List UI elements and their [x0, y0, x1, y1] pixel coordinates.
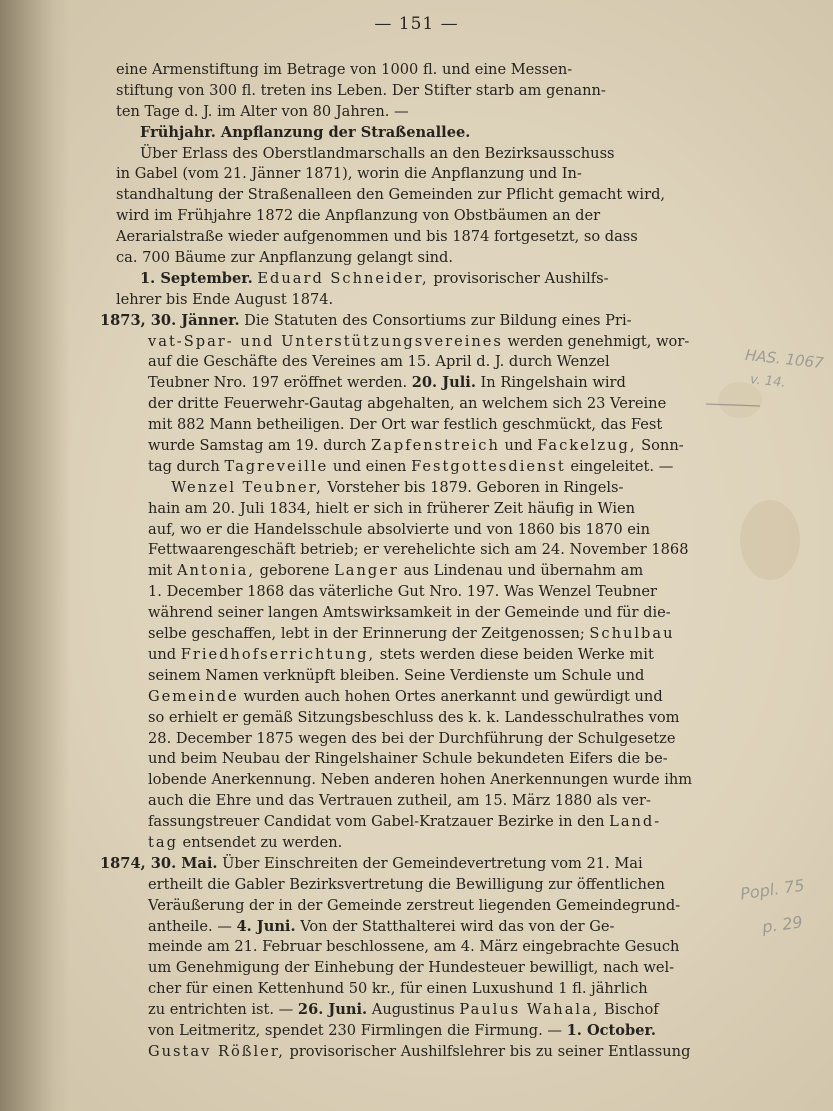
spaced-name: Wenzel Teubner, — [171, 478, 323, 496]
text-line — [100, 123, 740, 144]
text-segment: provisorischer Aushilfslehrer bis zu seiner Entlassung — [284, 1042, 691, 1060]
text-segment: provisorischer Aushilfs- — [428, 269, 609, 287]
text-line — [100, 540, 740, 561]
text-line — [100, 624, 740, 645]
text-line — [100, 102, 740, 123]
text-line — [100, 373, 740, 394]
text-line — [100, 854, 740, 875]
text-segment: so erhielt er gemäß Sitzungsbeschluss des k. k. Landesschulrathes vom — [148, 708, 680, 726]
text-line — [100, 749, 740, 770]
text-line — [100, 937, 740, 958]
text-segment: Über Einschreiten der Gemeindevertretung vom 21. Mai — [217, 854, 643, 872]
text-line — [100, 1000, 740, 1021]
margin-note-a: HAS. 1067 — [744, 345, 825, 373]
text-segment: Teubner Nro. 197 eröffnet werden. — [148, 374, 412, 392]
spaced-name: Friedhofserrichtung, — [180, 645, 376, 663]
text-segment: auf die Geschäfte des Vereines am 15. April d. J. durch Wenzel — [148, 353, 610, 371]
text-line — [100, 896, 740, 917]
text-segment: und einen — [328, 457, 412, 475]
text-line — [100, 645, 740, 666]
text-segment: mit — [148, 562, 178, 580]
spaced-name: vat-Spar- und Unterstützungsvereines — [148, 332, 503, 350]
spaced-name: Schulbau — [589, 625, 675, 643]
spaced-name: Antonia, — [177, 562, 256, 580]
bold-date-heading: 1. September. — [140, 269, 253, 287]
text-segment: ten Tage d. J. im Alter von 80 Jahren. — — [116, 102, 409, 120]
spaced-name: Land- — [609, 813, 662, 831]
text-line — [100, 812, 740, 833]
text-segment: standhaltung der Straßenalleen den Gemeinden zur Pflicht gemacht wird, — [116, 186, 666, 204]
spaced-name: Eduard Schneider, — [257, 269, 429, 287]
text-segment: Fettwaarengeschäft betrieb; er verehelichte sich am 24. November 1868 — [148, 541, 689, 559]
text-segment: wurden auch hohen Ortes anerkannt und gewürdigt und — [238, 687, 663, 705]
text-segment: Vorsteher bis 1879. Geboren in Ringels- — [322, 478, 624, 496]
text-segment: Über Erlass des Oberstlandmarschalls an den Bezirksausschuss — [140, 144, 615, 162]
text-line — [100, 227, 740, 248]
text-segment: tag durch — [148, 457, 225, 475]
bold-date-heading: 1873, 30. Jänner. — [100, 311, 240, 329]
text-segment: ertheilt die Gabler Bezirksvertretung die Bewilligung zur öffentlichen — [148, 875, 665, 893]
text-line — [100, 185, 740, 206]
text-line — [100, 561, 740, 582]
bold-date-heading: 20. Juli. — [411, 374, 476, 392]
text-line — [100, 332, 740, 353]
spaced-name: Fackelzug, — [537, 437, 637, 455]
text-segment: und — [148, 645, 181, 663]
text-segment: antheile. — — [148, 917, 237, 935]
text-segment: aus Lindenau und übernahm am — [398, 562, 644, 580]
text-segment: Aerarialstraße wieder aufgenommen und bis 1874 fortgesetzt, so dass — [116, 228, 638, 246]
text-line — [100, 917, 740, 938]
text-line — [100, 269, 740, 290]
text-line — [100, 958, 740, 979]
text-segment: entsendet zu werden. — [177, 833, 343, 851]
text-segment: selbe geschaffen, lebt in der Erinnerung der Zeitgenossen; — [148, 625, 590, 643]
text-segment: hain am 20. Juli 1834, hielt er sich in früherer Zeit häufig in Wien — [148, 499, 636, 517]
text-segment: und beim Neubau der Ringelshainer Schule bekundeten Eifers die be- — [148, 750, 668, 768]
text-segment: Bischof — [599, 1001, 659, 1019]
spaced-name: Festgottesdienst — [411, 457, 566, 475]
text-segment: und — [499, 437, 538, 455]
text-segment: stets werden diese beiden Werke mit — [375, 645, 654, 663]
text-line — [100, 875, 740, 896]
text-line — [100, 478, 740, 499]
text-line — [100, 791, 740, 812]
text-line — [100, 248, 740, 269]
text-line — [100, 687, 740, 708]
text-line — [100, 290, 740, 311]
text-line — [100, 457, 740, 478]
bold-date-heading: 4. Juni. — [236, 917, 296, 935]
text-segment: in Gabel (vom 21. Jänner 1871), worin die Anpflanzung und In- — [116, 165, 582, 183]
text-segment: ca. 700 Bäume zur Anpflanzung gelangt sind. — [116, 249, 453, 267]
bold-date-heading: Frühjahr. Anpflanzung der Straßenallee. — [140, 123, 471, 141]
text-line — [100, 415, 740, 436]
text-line — [100, 60, 740, 81]
text-segment: um Genehmigung der Einhebung der Hundesteuer bewilligt, nach wel- — [148, 959, 675, 977]
spaced-name: Zapfenstreich — [371, 437, 500, 455]
margin-note-c: Popl. 75 — [738, 875, 806, 904]
text-segment: Sonn- — [636, 437, 684, 455]
text-line — [100, 729, 740, 750]
text-segment: Von der Statthalterei wird das von der Ge- — [295, 917, 615, 935]
text-segment: eine Armenstiftung im Betrage von 1000 fl. und eine Messen- — [116, 61, 573, 78]
text-segment: lehrer bis Ende August 1874. — [116, 290, 334, 308]
text-segment: eingeleitet. — — [565, 457, 674, 475]
text-segment: cher für einen Kettenhund 50 kr., für einen Luxushund 1 fl. jährlich — [148, 980, 648, 998]
text-segment: lobende Anerkennung. Neben anderen hohen Anerkennungen wurde ihm — [148, 771, 693, 789]
spaced-name: Paulus Wahala, — [459, 1001, 600, 1019]
text-segment: mit 882 Mann betheiligen. Der Ort war festlich geschmückt, das Fest — [148, 416, 663, 434]
bold-date-heading: 26. Juni. — [297, 1001, 368, 1019]
spaced-name: Langer — [334, 562, 399, 580]
spaced-name: Gemeinde — [148, 687, 239, 705]
margin-note-d: p. 29 — [760, 912, 804, 937]
spaced-name: Tagreveille — [224, 457, 329, 475]
text-segment: fassungstreuer Candidat vom Gabel-Kratzauer Bezirke in den — [148, 813, 610, 831]
text-line — [100, 1021, 740, 1042]
margin-note-b: v. 14. — [749, 372, 787, 391]
text-segment: während seiner langen Amtswirksamkeit in der Gemeinde und für die- — [148, 604, 671, 622]
text-segment — [148, 479, 171, 496]
text-line — [100, 979, 740, 1000]
text-line — [100, 436, 740, 457]
book-spine-shadow — [0, 0, 70, 1111]
text-segment: zu entrichten ist. — — [148, 1001, 298, 1019]
text-line — [100, 206, 740, 227]
bold-date-heading: 1874, 30. Mai. — [100, 854, 218, 872]
text-segment: auch die Ehre und das Vertrauen zutheil, am 15. März 1880 als ver- — [148, 792, 651, 810]
text-line — [100, 582, 740, 603]
text-segment: Augustinus — [367, 1001, 460, 1019]
text-line — [100, 81, 740, 102]
text-segment: der dritte Feuerwehr-Gautag abgehalten, an welchem sich 23 Vereine — [148, 395, 667, 413]
text-line — [100, 770, 740, 791]
text-segment: Veräußerung der in der Gemeinde zerstreut liegenden Gemeindegrund- — [148, 896, 681, 914]
text-segment: meinde am 21. Februar beschlossene, am 4. März eingebrachte Gesuch — [148, 938, 680, 956]
text-segment: seinem Namen verknüpft bleiben. Seine Verdienste um Schule und — [148, 666, 645, 684]
bold-date-heading: 1. October. — [566, 1021, 656, 1039]
text-segment: wurde Samstag am 19. durch — [148, 437, 372, 455]
spaced-name: Gustav Rößler, — [148, 1042, 285, 1060]
text-line — [100, 499, 740, 520]
text-line — [100, 833, 740, 854]
text-segment: von Leitmeritz, spendet 230 Firmlingen die Firmung. — — [148, 1021, 567, 1039]
text-segment: In Ringelshain wird — [475, 374, 626, 392]
text-segment: auf, wo er die Handelsschule absolvierte und von 1860 bis 1870 ein — [148, 520, 650, 538]
page-number: — 151 — — [374, 14, 459, 34]
text-line — [100, 394, 740, 415]
spaced-name: tag — [148, 833, 178, 851]
text-line — [100, 352, 740, 373]
text-segment: werden genehmigt, wor- — [502, 332, 690, 350]
text-line — [100, 666, 740, 687]
text-segment: 28. December 1875 wegen des bei der Durchführung der Schulgesetze — [148, 729, 676, 747]
text-segment: Die Statuten des Consortiums zur Bildung eines Pri- — [239, 311, 632, 329]
text-line — [100, 144, 740, 165]
text-line — [100, 311, 740, 332]
text-segment: wird im Frühjahre 1872 die Anpflanzung von Obstbäumen an der — [116, 207, 601, 225]
text-line — [100, 708, 740, 729]
body-text — [100, 60, 740, 1063]
text-segment: stiftung von 300 fl. treten ins Leben. Der Stifter starb am genann- — [116, 81, 606, 99]
text-line — [100, 164, 740, 185]
text-line — [100, 520, 740, 541]
text-line — [100, 603, 740, 624]
text-segment: 1. December 1868 das väterliche Gut Nro. 197. Was Wenzel Teubner — [148, 583, 657, 601]
text-segment: geborene — [255, 562, 335, 580]
text-line — [100, 1042, 740, 1063]
